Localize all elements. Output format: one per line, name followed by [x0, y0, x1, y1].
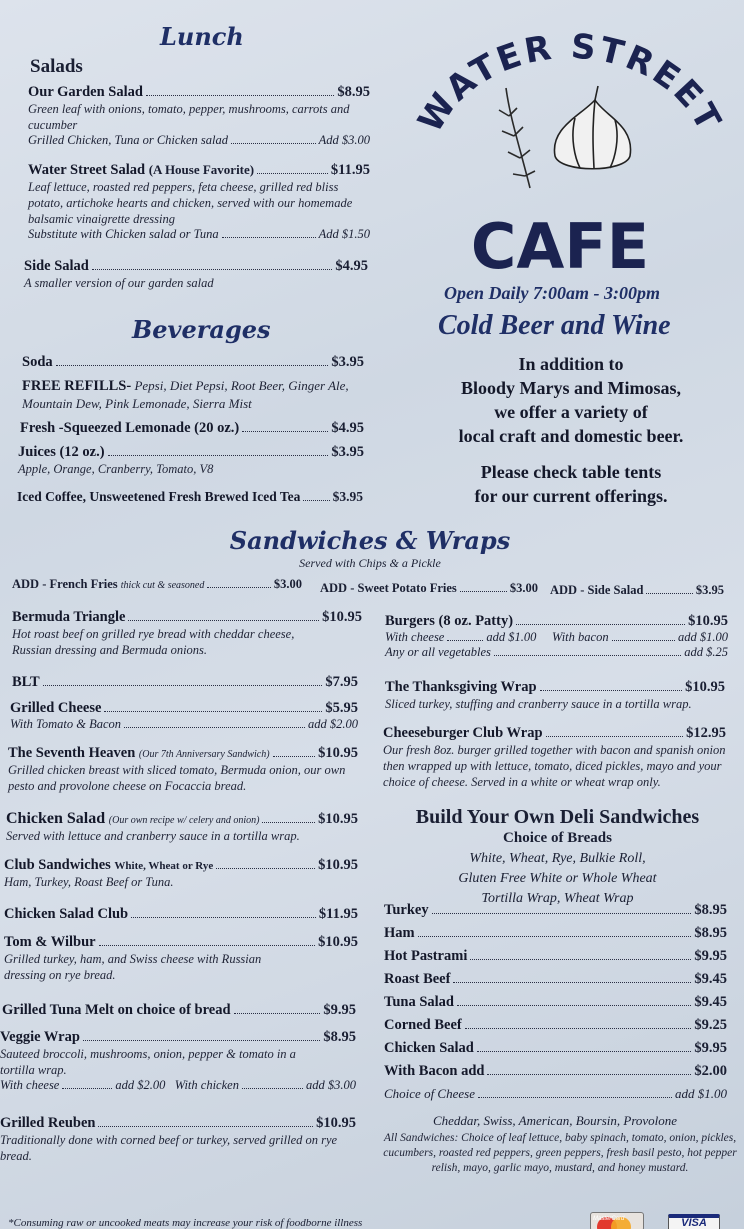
sandwiches-subtitle: Served with Chips & a Pickle [299, 556, 441, 570]
addon-label: Grilled Chicken, Tuna or Chicken salad [28, 133, 228, 147]
item-note: (A House Favorite) [148, 162, 255, 177]
item-tuna-melt [2, 1002, 356, 1019]
item-club-sandwiches [4, 857, 358, 890]
item-name: Our Garden Salad [28, 84, 143, 100]
item-price: $12.95 [686, 725, 726, 741]
juices [18, 444, 364, 477]
item-desc: Sauteed broccoli, mushrooms, onion, pepper & tomato in a tortilla wrap. [0, 1047, 296, 1077]
item-cheeseburger-club-wrap [383, 725, 726, 790]
add-price: $3.00 [509, 581, 538, 595]
add-label: ADD - French Fries [12, 577, 118, 591]
item-desc: Apple, Orange, Cranberry, Tomato, V8 [18, 462, 214, 476]
footer-disclaimer: *Consuming raw or uncooked meats may increase your risk of foodborne illness [8, 1217, 363, 1229]
item-name: Fresh -Squeezed Lemonade (20 oz.) [20, 420, 240, 436]
item-name: Water Street Salad [28, 162, 146, 178]
item-price: $10.95 [318, 745, 358, 761]
opt-price: add $1.00 [486, 630, 537, 644]
deli-items [384, 902, 727, 1108]
deli-row [384, 1063, 727, 1086]
item-desc: Grilled turkey, ham, and Swiss cheese with Russian dressing on rye bread. [4, 952, 262, 982]
deli-row [384, 925, 727, 948]
logo-arc-text: WATER STREET [410, 28, 730, 140]
opt-price: add $1.00 [678, 630, 728, 644]
sub2-label: With chicken [174, 1078, 239, 1092]
visa-logo: VISA [668, 1214, 720, 1229]
info-line: In addition to [518, 354, 624, 374]
lemonade [20, 420, 364, 437]
breads-line: Tortilla Wrap, Wheat Wrap [481, 891, 634, 906]
cheese-price: add $1.00 [675, 1086, 727, 1101]
item-price: $4.95 [335, 258, 368, 274]
salads-heading: Salads [30, 56, 83, 77]
deli-row [384, 902, 727, 925]
deli-name: Tuna Salad [384, 994, 455, 1010]
item-bermuda [12, 609, 362, 658]
item-name: BLT [12, 674, 40, 690]
mastercard-logo [590, 1212, 644, 1229]
item-name: FREE REFILLS- [22, 378, 132, 394]
item-price: $11.95 [318, 906, 358, 922]
item-name: Grilled Reuben [0, 1115, 96, 1131]
item-desc: Served with lettuce and cranberry sauce in a tortilla wrap. [6, 829, 300, 843]
beverages-heading: Beverages [132, 315, 271, 344]
item-price: $10.95 [318, 934, 358, 950]
garlic-icon [554, 86, 630, 169]
deli-name: Chicken Salad [384, 1040, 474, 1056]
item-name: The Thanksgiving Wrap [385, 679, 537, 695]
item-veggie-wrap [0, 1029, 356, 1093]
item-price: $8.95 [323, 1029, 356, 1045]
cold-beer-heading: Cold Beer and Wine [438, 310, 671, 341]
item-name: Grilled Cheese [10, 700, 102, 716]
info-line: local craft and domestic beer. [458, 426, 684, 446]
deli-name: With Bacon add [384, 1063, 485, 1079]
item-price: $9.95 [323, 1002, 356, 1018]
item-desc: Ham, Turkey, Roast Beef or Tuna. [4, 875, 174, 889]
item-name: Grilled Tuna Melt on choice of bread [2, 1002, 231, 1018]
item-price: $4.95 [331, 420, 364, 436]
item-price: $3.95 [331, 444, 364, 460]
opt-label: With bacon [551, 630, 609, 644]
deli-name: Corned Beef [384, 1017, 462, 1033]
breads-line: White, Wheat, Rye, Bulkie Roll, [469, 851, 646, 866]
soda [22, 354, 364, 371]
side-salad [24, 258, 368, 291]
lunch-heading: Lunch [160, 22, 244, 51]
addon-label: Substitute with Chicken salad or Tuna [28, 227, 219, 241]
item-blt [12, 674, 358, 691]
breads-line: Gluten Free White or Whole Wheat [458, 871, 657, 886]
deli-price: $9.45 [694, 971, 727, 987]
item-seventh-heaven [8, 745, 358, 794]
item-name: Juices (12 oz.) [18, 444, 105, 460]
herb-sprig-icon [499, 88, 535, 188]
add-price: $3.00 [273, 577, 302, 591]
item-name: The Seventh Heaven [8, 745, 136, 761]
item-grilled-cheese [10, 700, 358, 732]
opt-label: With cheese [385, 630, 445, 644]
item-price: $10.95 [316, 1115, 356, 1131]
item-desc: Hot roast beef on grilled rye bread with cheddar cheese, Russian dressing and Bermuda onions. [12, 627, 295, 657]
deli-price: $8.95 [694, 902, 727, 918]
item-chicken-salad [6, 810, 358, 844]
item-tom-wilbur [4, 934, 358, 983]
item-price: $10.95 [688, 613, 728, 629]
info-line: for our current offerings. [474, 486, 668, 506]
item-price: $11.95 [330, 162, 370, 178]
deli-name: Hot Pastrami [384, 948, 468, 964]
info-line: Please check table tents [480, 462, 662, 482]
item-burgers [385, 613, 728, 660]
addon-price: Add $3.00 [318, 133, 370, 147]
item-desc: A smaller version of our garden salad [24, 276, 214, 290]
item-name: Soda [22, 354, 53, 370]
addon-price: Add $1.50 [318, 227, 370, 241]
add-sweet-potato-fries [320, 581, 538, 596]
add-note: thick cut & seasoned [120, 580, 205, 591]
item-price: $7.95 [325, 674, 358, 690]
item-price: $10.95 [685, 679, 725, 695]
sub-label: With cheese [0, 1078, 60, 1092]
deli-cheese-row [384, 1086, 727, 1108]
deli-price: $9.95 [694, 948, 727, 964]
deli-row [384, 948, 727, 971]
add-label: ADD - Sweet Potato Fries [320, 581, 457, 595]
item-desc: Our fresh 8oz. burger grilled together with bacon and spanish onion then wrapped up with lettuce, tomato, diced pickles, mayo and your choice of cheese. Served in a white or wheat wrap only. [383, 743, 726, 789]
item-note: (Our 7th Anniversary Sandwich) [138, 749, 270, 760]
deli-name: Turkey [384, 902, 429, 918]
item-price: $5.95 [325, 700, 358, 716]
free-refills [22, 377, 367, 413]
item-note: White, Wheat or Rye [114, 860, 214, 872]
info-line: we offer a variety of [494, 402, 648, 422]
item-price: $10.95 [318, 811, 358, 827]
deli-row [384, 1040, 727, 1063]
item-desc: Grilled chicken breast with sliced tomato, Bermuda onion, our own pesto and provolone cheese on Focaccia bread. [8, 763, 346, 793]
add-french-fries [12, 577, 302, 592]
item-price: $8.95 [337, 84, 370, 100]
mastercard-label: MasterCard [593, 1216, 625, 1222]
iced-coffee [17, 489, 363, 505]
deli-row [384, 971, 727, 994]
breads-list [385, 849, 730, 909]
drinks-info [410, 352, 732, 508]
item-desc: Green leaf with onions, tomato, pepper, mushrooms, carrots and cucumber [28, 102, 350, 132]
cheese-label: Choice of Cheese [384, 1086, 475, 1101]
deli-price: $9.95 [694, 1040, 727, 1056]
item-desc: Pepsi, Diet Pepsi, Root Beer, Ginger Ale, Mountain Dew, Pink Lemonade, Sierra Mist [22, 378, 349, 411]
water-street-salad [28, 162, 370, 242]
logo-cafe-text: CAFE [470, 210, 650, 278]
item-name: Club Sandwiches [4, 857, 111, 873]
item-name: Veggie Wrap [0, 1029, 80, 1045]
item-price: $3.95 [332, 489, 363, 504]
cheese-list: Cheddar, Swiss, American, Boursin, Provolone [432, 1113, 678, 1128]
item-grilled-reuben [0, 1115, 356, 1164]
deli-price: $9.45 [694, 994, 727, 1010]
item-name: Bermuda Triangle [12, 609, 126, 625]
deli-row [384, 994, 727, 1017]
deli-price: $2.00 [694, 1063, 727, 1079]
sandwiches-heading: Sandwiches & Wraps [229, 526, 511, 555]
item-thanksgiving-wrap [385, 679, 725, 712]
item-price: $3.95 [331, 354, 364, 370]
item-name: Cheeseburger Club Wrap [383, 725, 543, 741]
item-desc: Sliced turkey, stuffing and cranberry sauce in a tortilla wrap. [385, 697, 692, 711]
toppings-note: All Sandwiches: Choice of leaf lettuce, baby spinach, tomato, onion, pickles, cucumbers, roasted red peppers, green peppers, fresh basil pesto, hot pepper relish, mayo, garlic mayo, mustard, and honey mustard. [383, 1132, 737, 1174]
add-price: $3.95 [695, 583, 724, 597]
item-price: $10.95 [322, 609, 362, 625]
item-name: Chicken Salad [6, 810, 106, 827]
deli-heading: Build Your Own Deli Sandwiches [415, 806, 700, 828]
opt-price: add $.25 [684, 645, 728, 659]
item-name: Side Salad [24, 258, 89, 274]
deli-price: $8.95 [694, 925, 727, 941]
sub-price: add $2.00 [308, 717, 358, 731]
sub2-price: add $3.00 [306, 1078, 356, 1092]
breads-heading: Choice of Breads [503, 830, 612, 846]
info-line: Bloody Marys and Mimosas, [460, 378, 682, 398]
item-chicken-salad-club [4, 906, 358, 923]
hours: Open Daily 7:00am - 3:00pm [444, 283, 660, 303]
deli-name: Ham [384, 925, 415, 941]
deli-row [384, 1017, 727, 1040]
deli-price: $9.25 [694, 1017, 727, 1033]
item-name: Chicken Salad Club [4, 906, 129, 922]
item-price: $10.95 [318, 857, 358, 873]
sub-label: With Tomato & Bacon [10, 717, 122, 731]
opt-label: Any or all vegetables [385, 645, 491, 659]
sub-price: add $2.00 [115, 1078, 166, 1092]
item-name: Tom & Wilbur [4, 934, 96, 950]
cafe-logo [410, 28, 730, 278]
add-label: ADD - Side Salad [550, 583, 644, 597]
item-name: Iced Coffee, Unsweetened Fresh Brewed Iced Tea [17, 489, 301, 504]
deli-name: Roast Beef [384, 971, 451, 987]
garden-salad [28, 84, 370, 148]
item-desc: Leaf lettuce, roasted red peppers, feta cheese, grilled red bliss potato, artichoke hearts and chicken, served with our homemade balsamic vinaigrette dressing [28, 180, 353, 226]
item-name: Burgers (8 oz. Patty) [385, 613, 514, 629]
item-desc: Traditionally done with corned beef or turkey, served grilled on rye bread. [0, 1133, 338, 1163]
add-side-salad [550, 583, 724, 598]
item-note: (Our own recipe w/ celery and onion) [108, 815, 260, 826]
